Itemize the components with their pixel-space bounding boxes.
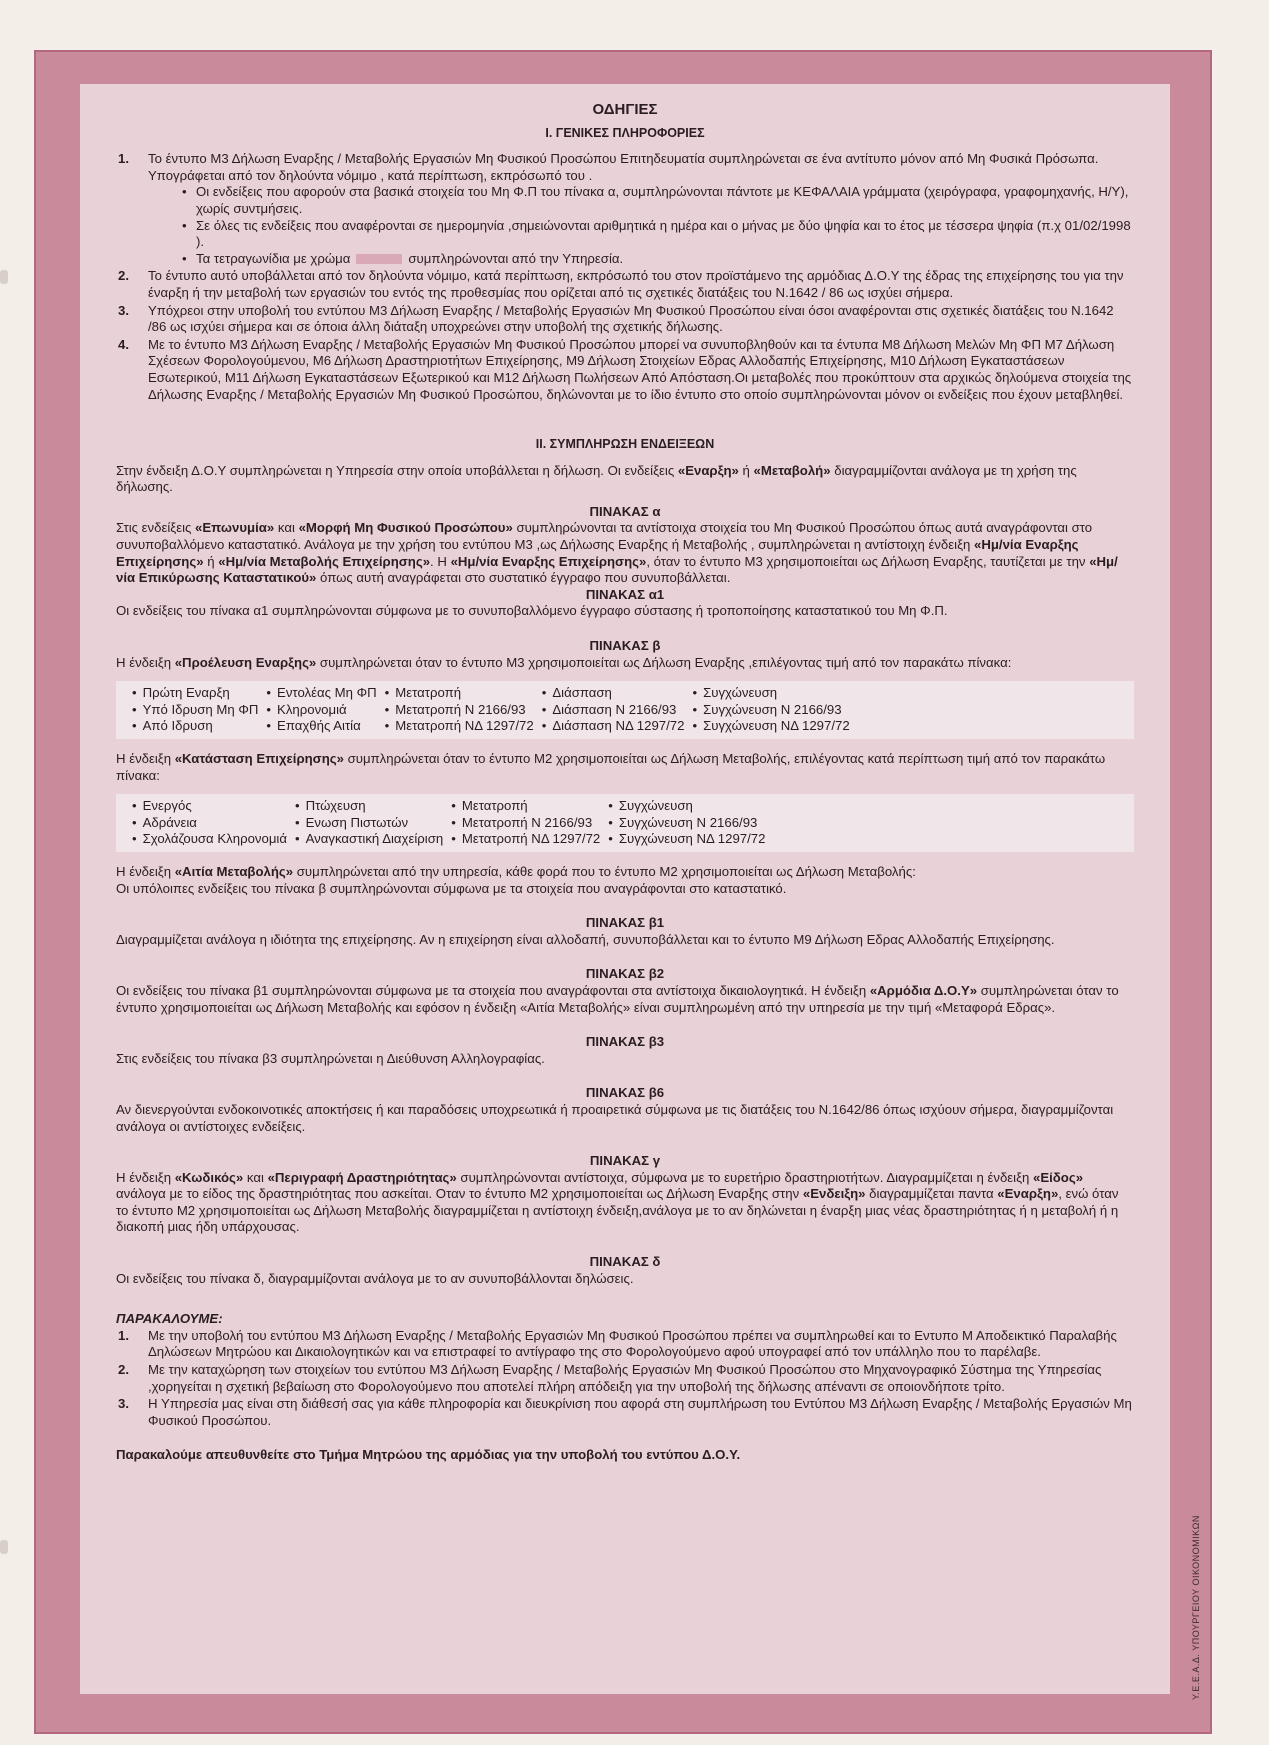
option-cell: • Πτώχευση: [295, 798, 366, 814]
option-cell: • Πρώτη Εναρξη: [132, 685, 230, 701]
option-cell: • Συγχώνευση ΝΔ 1297/72: [608, 831, 766, 847]
instructions-panel: [80, 84, 1170, 1694]
table-b2-title: ΠΙΝΑΚΑΣ β2: [585, 966, 665, 982]
option-cell: • Αναγκαστική Διαχείριση: [295, 831, 444, 847]
table-g-text: Η ένδειξη «Κωδικός» και «Περιγραφή Δραστηριότητας» συμπληρώνονται αντίστοιχα, σύμφωνα με το ευρετήριο δραστηριοτήτων. Διαγραμμίζεται η ένδειξη «Είδος» ανάλογα με το είδος της δραστηριότητας που ασκείται. Οταν το έντυπο Μ2 χρησιμοποιείται ως Δήλωση Εναρξης στην «Ενδειξη» διαγραμμίζεται παντα «Εναρξη», ενώ όταν το έντυπο Μ2 χρησιμοποιείται ως Δήλωση Μεταβολής διαγραμμίζεται η αντίστοιχη ένδειξη,ανάλογα με το αν δηλώνεται η έναρξη μιας νέας δραστηριότητας ή η μεταβολή ή η διακοπή μιας ήδη υπάρχουσας.: [116, 1169, 1119, 1235]
option-cell: • Συγχώνευση ΝΔ 1297/72: [692, 718, 850, 734]
list-item: 3. Η Υπηρεσία μας είναι στη διάθεσή σας για κάθε πληροφορία και διευκρίνιση που αφορά στη συμπλήρωση του Εντύπου Μ3 Δήλωση Εναρξης / Μεταβολής Εργασιών Μη Φυσικού Προσώπου.: [118, 1396, 1132, 1428]
please-list: [116, 1328, 1134, 1430]
bullet-item: • Οι ενδείξεις που αφορούν στα βασικά στοιχεία του Μη Φ.Π του πίνακα α, συμπληρώνονται πάντοτε με ΚΕΦΑΛΑΙΑ γράμματα (χειρόγραφα, γραφομηχανής, Η/Υ), χωρίς συντμήσεις.: [182, 184, 1129, 216]
table-a1-text: Οι ενδείξεις του πίνακα α1 συμπληρώνονται σύμφωνα με το συνυποβαλλόμενο έγγραφο σύστασης ή τροποποίησης καταστατικού του Μη Φ.Π.: [116, 603, 948, 619]
punch-hole: [0, 270, 8, 284]
option-row: [132, 685, 858, 702]
table-b-text-rest: Οι υπόλοιπες ενδείξεις του πίνακα β συμπληρώνονται σύμφωνα με τα στοιχεία που αναγράφονται στο καταστατικό.: [116, 880, 787, 896]
table-b3-text: Στις ενδείξεις του πίνακα β3 συμπληρώνεται η Διεύθυνση Αλληλογραφίας.: [116, 1050, 545, 1066]
list-item: 3. Υπόχρεοι στην υποβολή του εντύπου Μ3 Δήλωση Εναρξης / Μεταβολής Εργασιών Μη Φυσικού Προσώπου είναι όσοι αναφέρονται στις σχετικές διατάξεις του Ν.1642 /86 ως ισχύει σήμερα και σε όποια άλλη διάταξη υποχρεώνει στην υποβολή της σχετικής δήλωσης.: [118, 302, 1114, 335]
origin-options-table: [116, 681, 1134, 739]
printer-imprint: Υ.Ε.Ε.Α.Δ. ΥΠΟΥΡΓΕΙΟΥ ΟΙΚΟΝΟΜΙΚΩΝ: [1191, 1515, 1201, 1700]
option-cell: • Μετατροπή ΝΔ 1297/72: [384, 718, 534, 734]
option-cell: • Επαχθής Αιτία: [266, 718, 361, 734]
option-cell: • Συγχώνευση Ν 2166/93: [608, 814, 758, 830]
list-item: 1. Το έντυπο Μ3 Δήλωση Εναρξης / Μεταβολής Εργασιών Μη Φυσικού Προσώπου Επιτηδευματία συμπληρώνεται σε ένα αντίτυπο μόνον από Μη Φυσικά Πρόσωπα. Υπογράφεται από τον δηλούντα νόμιμο , κατά περίπτωση, εκπρόσωπό του . • Οι ενδείξεις που αφορούν στα βασικά στοιχεία του Μη Φ.Π του πίνακα α, συμπληρώνονται πάντοτε με ΚΕΦΑΛΑΙΑ γράμματα (χειρόγραφα, γραφομηχανής, Η/Υ), χωρίς συντμήσεις. • Σε όλες τις ενδείξεις που αναφέρονται σε ημερομηνία ,σημειώνονται αριθμητικά η ημέρα και ο μήνας με δύο ψηφία και το έτος με τέσσερα ψηφία (π.χ 01/02/1998 ). • Τα τετραγωνίδια με χρώμα συμπληρώνονται από την Υπηρεσία.: [116, 151, 1134, 267]
table-b-title: ΠΙΝΑΚΑΣ β: [589, 638, 661, 654]
page-title: ΟΔΗΓΙΕΣ: [592, 101, 658, 118]
option-cell: • Διάσπαση Ν 2166/93: [541, 701, 677, 717]
punch-hole: [0, 1540, 8, 1554]
please-heading: ΠΑΡΑΚΑΛΟΥΜΕ:: [116, 1311, 223, 1327]
table-b3-title: ΠΙΝΑΚΑΣ β3: [585, 1034, 665, 1050]
option-row: [132, 798, 773, 815]
option-cell: • Υπό Ιδρυση Μη ΦΠ: [132, 701, 259, 717]
table-b-text-reason: Η ένδειξη «Αιτία Μεταβολής» συμπληρώνεται από την υπηρεσία, κάθε φορά που το έντυπο Μ2 χρησιμοποιείται ως Δήλωση Μεταβολής:: [116, 863, 916, 879]
section-2-title: ΙΙ. ΣΥΜΠΛΗΡΩΣΗ ΕΝΔΕΙΞΕΩΝ: [535, 437, 715, 452]
table-g-title: ΠΙΝΑΚΑΣ γ: [589, 1153, 661, 1169]
option-cell: • Διάσπαση ΝΔ 1297/72: [541, 718, 685, 734]
list-item: 1. Με την υποβολή του εντύπου Μ3 Δήλωση Εναρξης / Μεταβολής Εργασιών Μη Φυσικού Προσώπου πρέπει να συμπληρωθεί και το Εντυπο Μ Αποδεικτικό Παραλαβής Δηλώσεων Μητρώου και Δικαιολογητικών και να επιστραφεί το αντίγραφο της στο Φορολογούμενο αφού υπογραφεί από τον υπάλληλο που το παρέλαβε.: [118, 1327, 1117, 1360]
option-cell: • Μετατροπή ΝΔ 1297/72: [451, 831, 601, 847]
list-item: 2. Το έντυπο αυτό υποβάλλεται από τον δηλούντα νόμιμο, κατά περίπτωση, εκπρόσωπό του στον προϊστάμενο της αρμόδιας Δ.Ο.Υ της έδρας της επιχείρησης του για την έναρξη ή την μεταβολή των εργασιών του εντός της προθεσμίας που ορίζεται από τις σχετικές διατάξεις του Ν.1642 / 86 ως ισχύει σήμερα.: [118, 268, 1124, 300]
option-cell: • Συγχώνευση Ν 2166/93: [692, 701, 842, 717]
option-cell: • Ενεργός: [132, 798, 192, 814]
option-cell: • Κληρονομιά: [266, 701, 347, 717]
option-row: [132, 702, 858, 719]
option-cell: • Από Ιδρυση: [132, 718, 213, 734]
table-b1-text: Διαγραμμίζεται ανάλογα η ιδιότητα της επιχείρησης. Αν η επιχείρηση είναι αλλοδαπή, συνυποβάλλεται και το έντυπο Μ9 Δήλωση Εδρας Αλλοδαπής Επιχείρησης.: [116, 931, 1055, 947]
option-cell: • Μετατροπή: [384, 685, 462, 701]
service-color-swatch: [356, 254, 402, 264]
table-d-text: Οι ενδείξεις του πίνακα δ, διαγραμμίζονται ανάλογα με το αν συνυποβάλλονται δηλώσεις.: [116, 1270, 634, 1286]
section-2-intro: Στην ένδειξη Δ.Ο.Υ συμπληρώνεται η Υπηρεσία στην οποία υποβάλλεται η δήλωση. Οι ενδείξεις «Εναρξη» ή «Μεταβολή» διαγραμμίζονται ανάλογα με τη χρήση της δήλωσης.: [116, 462, 1077, 495]
section-1-title: Ι. ΓΕΝΙΚΕΣ ΠΛΗΡΟΦΟΡΙΕΣ: [545, 125, 705, 140]
option-cell: • Συγχώνευση: [608, 798, 693, 814]
option-cell: • Αδράνεια: [132, 814, 197, 830]
option-row: [132, 815, 773, 832]
option-row: [132, 718, 858, 735]
option-cell: • Διάσπαση: [541, 685, 612, 701]
table-b6-title: ΠΙΝΑΚΑΣ β6: [585, 1085, 665, 1101]
option-cell: • Ενωση Πιστωτών: [295, 814, 409, 830]
table-a-title: ΠΙΝΑΚΑΣ α: [589, 503, 661, 519]
table-b1-title: ΠΙΝΑΚΑΣ β1: [585, 915, 665, 931]
table-a1-title: ΠΙΝΑΚΑΣ α1: [585, 586, 665, 602]
status-options-table: [116, 794, 1134, 852]
option-cell: • Εντολέας Μη ΦΠ: [266, 685, 377, 701]
table-b-text-status: Η ένδειξη «Κατάσταση Επιχείρησης» συμπληρώνεται όταν το έντυπο Μ2 χρησιμοποιείται ως Δήλωση Μεταβολής, επιλέγοντας κατά περίπτωση τιμή από τον παρακάτω πίνακα:: [116, 751, 1106, 783]
table-b2-text: Οι ενδείξεις του πίνακα β1 συμπληρώνονται σύμφωνα με τα στοιχεία που αναγράφονται στα αντίστοιχα δικαιολογητικά. Η ένδειξη «Αρμόδια Δ.Ο.Υ» συμπληρώνεται όταν το έντυπο χρησιμοποιείται ως Δήλωση Μεταβολής και εφόσον η ένδειξη «Αιτία Μεταβολής» είναι συμπληρωμένη από την υπηρεσία με την τιμή «Μεταφορά Εδρας».: [116, 982, 1119, 1015]
final-note: Παρακαλούμε απευθυνθείτε στο Τμήμα Μητρώου της αρμόδιας για την υποβολή του εντύπου Δ.Ο.Υ.: [116, 1447, 741, 1463]
table-b6-text: Αν διενεργούνται ενδοκοινοτικές αποκτήσεις ή και παραδόσεις υποχρεωτικά ή προαιρετικά σύμφωνα με τις διατάξεις του Ν.1642/86 όπως ισχύουν σήμερα, διαγραμμίζονται ανάλογα οι αντίστοιχες ενδείξεις.: [116, 1101, 1114, 1134]
option-cell: • Συγχώνευση: [692, 685, 778, 701]
list-item: 2. Με την καταχώρηση των στοιχείων του εντύπου Μ3 Δήλωση Εναρξης / Μεταβολής Εργασιών Μη Φυσικού Προσώπου στο Μηχανογραφικό Σύστημα της Υπηρεσίας ,χορηγείται η σχετική βεβαίωση στο Φορολογούμενο που αποτελεί πλήρη απόδειξη για την υποβολή της δήλωσης απέναντι σε οποιονδήποτε τρίτο.: [118, 1362, 1102, 1394]
option-cell: • Σχολάζουσα Κληρονομιά: [132, 831, 287, 847]
bullet-item: • Τα τετραγωνίδια με χρώμα συμπληρώνονται από την Υπηρεσία.: [182, 250, 624, 266]
list-item: 4. Με το έντυπο Μ3 Δήλωση Εναρξης / Μεταβολής Εργασιών Μη Φυσικού Προσώπου μπορεί να συνυποβληθούν και τα έντυπα Μ8 Δήλωση Μελών Μη ΦΠ Μ7 Δήλωση Σχέσεων Φορολογούμενου, Μ6 Δήλωση Δραστηριοτήτων Επιχείρησης, Μ9 Δήλωση Στοιχείων Εδρας Αλλοδαπής Επιχείρησης, Μ10 Δήλωση Εγκαταστάσεων Εσωτερικού, Μ11 Δήλωση Εγκαταστάσεων Εξωτερικού και Μ12 Δήλωση Πωλήσεων Από Απόσταση.Οι μεταβολές που προκύπτουν στα αρχικώς δηλούμενα στοιχεία της Δήλωσης Εναρξης / Μεταβολής Εργασιών Μη Φυσικού Προσώπου, δηλώνονται με το ίδιο έντυπο στο οποίο συμπληρώνονται μόνον οι ενδείξεις που έχουν μεταβληθεί.: [118, 336, 1132, 402]
bullet-list: [148, 184, 1134, 267]
table-b-text-origin: Η ένδειξη «Προέλευση Εναρξης» συμπληρώνεται όταν το έντυπο Μ3 χρησιμοποιείται ως Δήλωση Εναρξης ,επιλέγοντας τιμή από τον παρακάτω πίνακα:: [116, 654, 1012, 670]
option-row: [132, 831, 773, 848]
table-d-title: ΠΙΝΑΚΑΣ δ: [589, 1254, 661, 1270]
option-cell: • Μετατροπή: [451, 798, 528, 814]
general-info-list: [116, 151, 1134, 403]
bullet-item: • Σε όλες τις ενδείξεις που αναφέρονται σε ημερομηνία ,σημειώνονται αριθμητικά η ημέρα και ο μήνας με δύο ψηφία και το έτος με τέσσερα ψηφία (π.χ 01/02/1998 ).: [182, 217, 1131, 250]
option-cell: • Μετατροπή Ν 2166/93: [451, 814, 593, 830]
option-cell: • Μετατροπή Ν 2166/93: [384, 701, 526, 717]
table-a-text: Στις ενδείξεις «Επωνυμία» και «Μορφή Μη Φυσικού Προσώπου» συμπληρώνονται τα αντίστοιχα στοιχεία του Μη Φυσικού Προσώπου όπως αυτά αναγράφονται στο συνυποβαλλόμενο καταστατικό. Ανάλογα με την χρήση του εντύπου Μ3 ,ως Δήλωσης Εναρξης ή Μεταβολής , συμπληρώνεται η αντίστοιχη ένδειξη «Ημ/νία Εναρξης Επιχείρησης» ή «Ημ/νία Μεταβολής Επιχείρησης». Η «Ημ/νία Εναρξης Επιχείρησης», όταν το έντυπο Μ3 χρησιμοποιείται ως Δήλωση Εναρξης, ταυτίζεται με την «Ημ/νία Επικύρωσης Καταστατικού» όπως αυτή αναγράφεται στο συστατικό έγγραφο που συνυποβάλλεται.: [116, 520, 1118, 586]
